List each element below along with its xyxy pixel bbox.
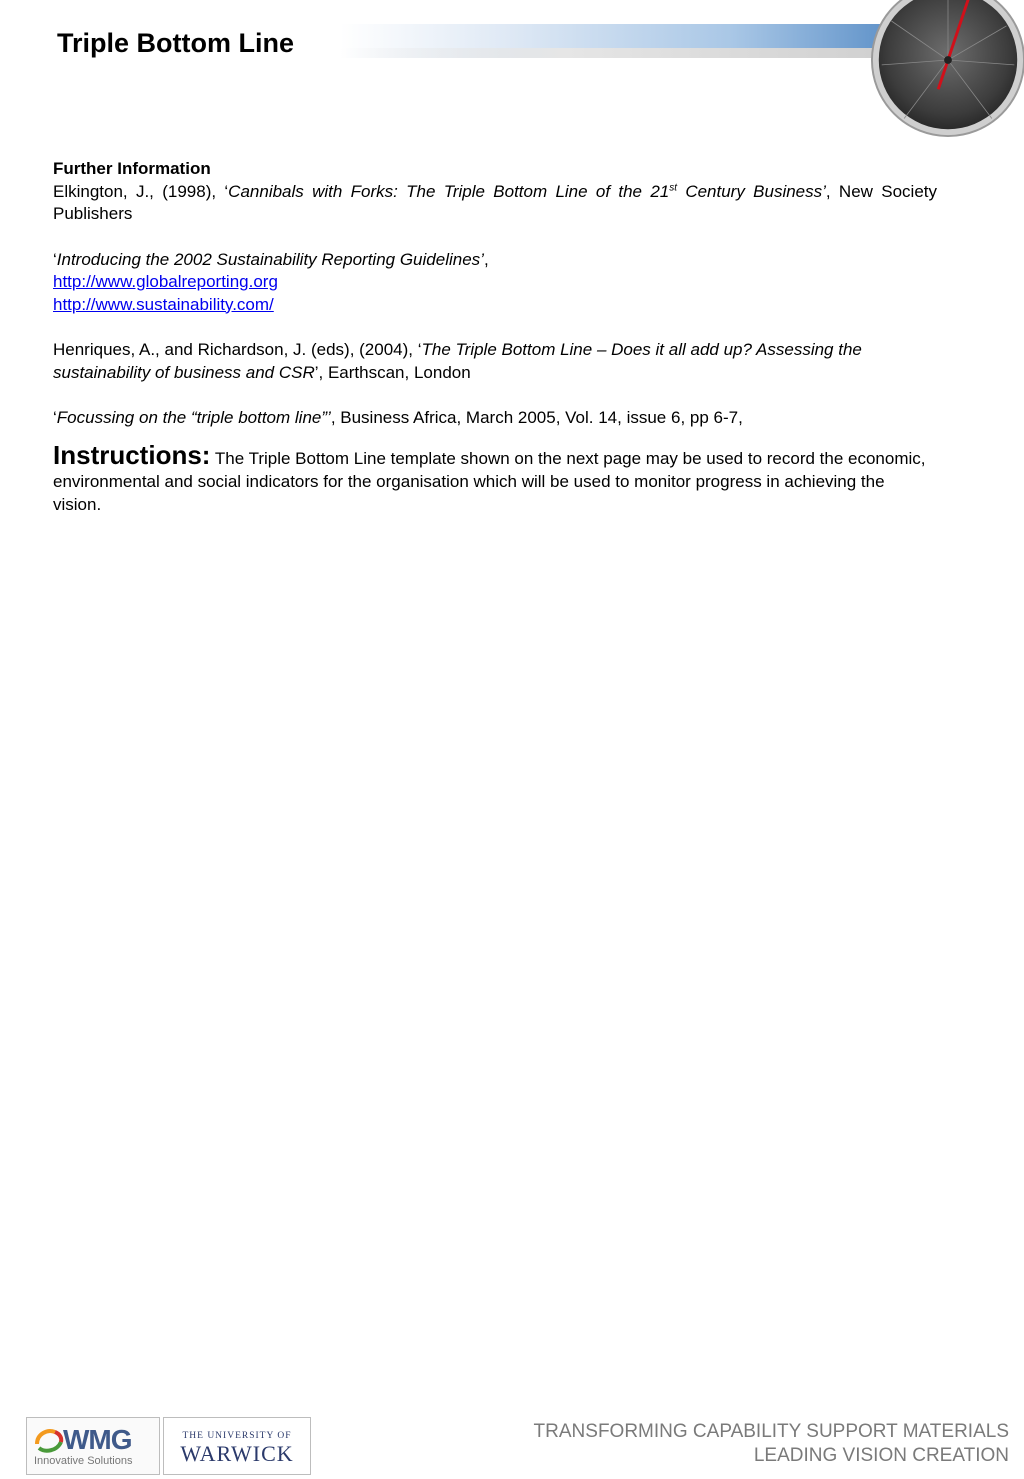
instructions-paragraph	[53, 439, 937, 516]
warwick-logo-small-text: THE UNIVERSITY OF	[182, 1431, 292, 1441]
wmg-logo	[26, 1417, 160, 1475]
ref-title-end: Century Business’	[677, 181, 826, 201]
document-body	[53, 158, 937, 516]
ref-title: Introducing the 2002 Sustainability Reporting Guidelines’	[56, 249, 484, 269]
ref-title-superscript: st	[669, 181, 678, 193]
link-sustainability[interactable]: http://www.sustainability.com/	[53, 294, 274, 314]
instructions-heading: Instructions:	[53, 439, 211, 470]
reference-elkington	[53, 181, 937, 226]
ref-open-quote: ‘	[53, 408, 57, 427]
wmg-logo-subtext: Innovative Solutions	[34, 1455, 133, 1467]
ref-publisher: , Business Africa, March 2005, Vol. 14, issue 6, pp 6-7,	[330, 408, 743, 427]
warwick-logo-text: WARWICK	[180, 1441, 294, 1466]
ref-punct: ,	[483, 249, 489, 269]
ref-title: The Triple Bottom Line – Does it all add up? Assessing the sustainability of business and CSR	[53, 340, 862, 382]
ref-publisher: , New Society Publishers	[53, 181, 937, 223]
ref-publisher: ’, Earthscan, London	[314, 362, 471, 382]
reference-gri	[53, 249, 937, 272]
wmg-swirl-icon	[33, 1426, 65, 1454]
warwick-logo	[163, 1417, 311, 1475]
ref-title: Focussing on the “triple bottom line”’	[56, 408, 331, 427]
reference-business-africa	[53, 407, 937, 430]
section-heading: Further Information	[53, 159, 211, 178]
ref-authors: Elkington, J., (1998), ‘	[53, 181, 229, 201]
footer-line-1: TRANSFORMING CAPABILITY SUPPORT MATERIALS	[533, 1421, 1009, 1442]
wmg-logo-text: WMG	[63, 1424, 132, 1455]
footer-line-2: LEADING VISION CREATION	[753, 1445, 1009, 1466]
ref-title: Cannibals with Forks: The Triple Bottom Line of the 21	[228, 181, 670, 201]
page-title: Triple Bottom Line	[57, 28, 295, 58]
ref-authors: Henriques, A., and Richardson, J. (eds), (2004), ‘	[53, 340, 422, 359]
footer-logos	[26, 1417, 311, 1475]
header-decorative-band	[340, 24, 900, 58]
link-globalreporting[interactable]: http://www.globalreporting.org	[53, 272, 278, 291]
footer-text	[534, 1420, 1009, 1468]
compass-dial-icon	[870, 0, 1024, 138]
instructions-text: The Triple Bottom Line template shown on the next page may be used to record the economic, environmental and social indicators for the organisation which will be used to monitor progress in achieving the vision.	[53, 448, 926, 514]
reference-henriques	[53, 339, 937, 384]
ref-open-quote: ‘	[53, 249, 57, 269]
